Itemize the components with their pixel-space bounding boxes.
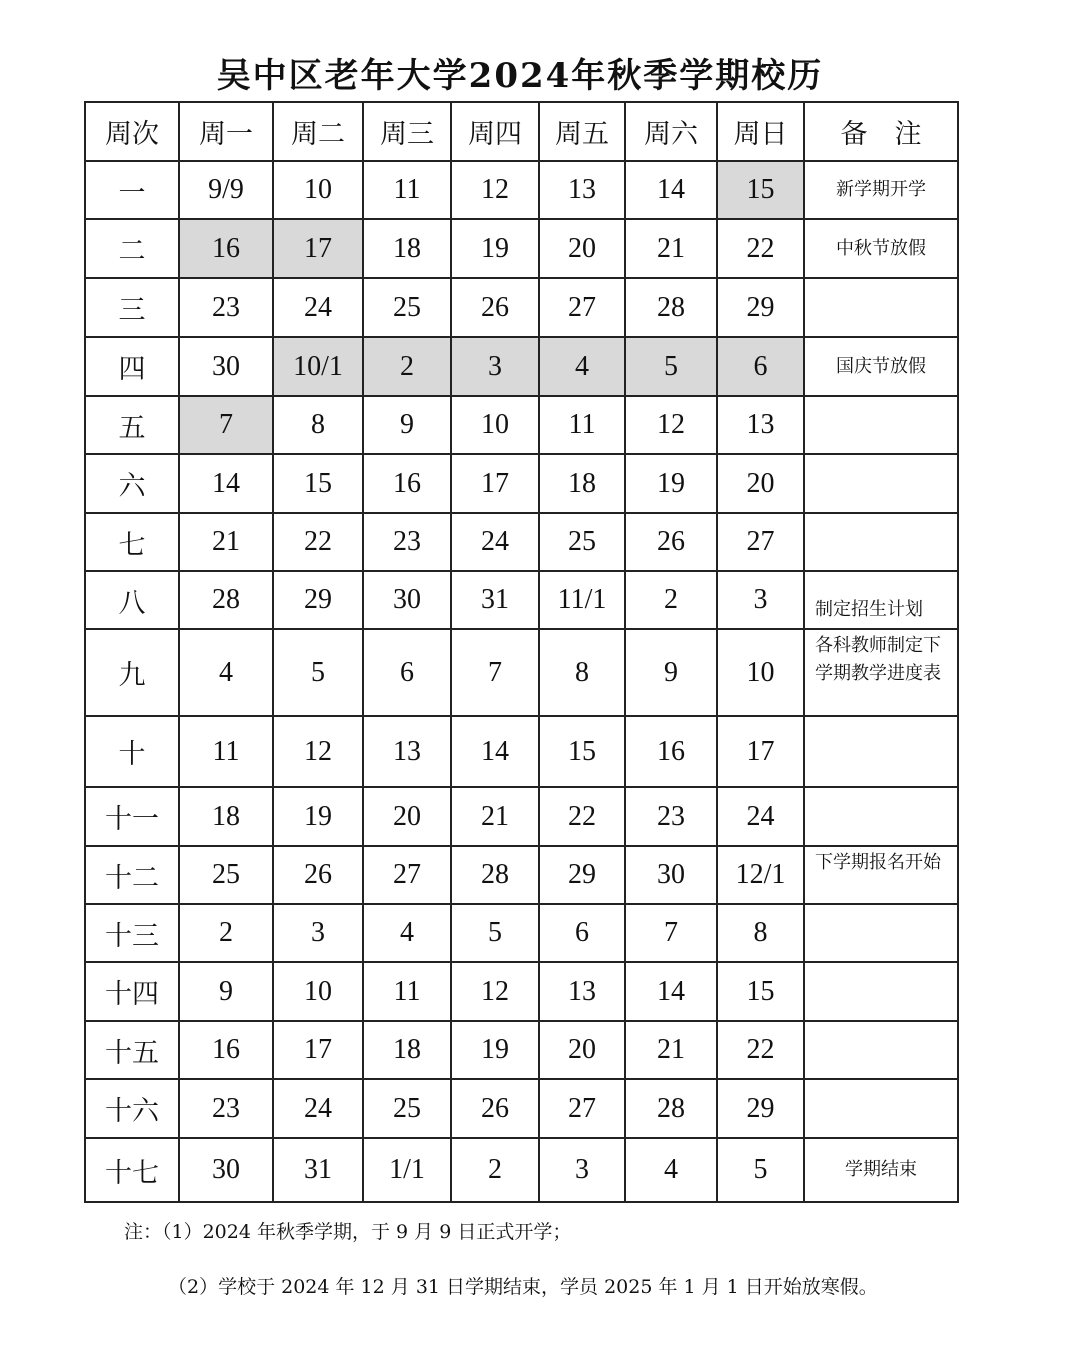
- week-number: 三: [85, 278, 179, 337]
- week-number: 十: [85, 716, 179, 787]
- date-cell: 15: [539, 716, 625, 787]
- date-cell: 14: [625, 161, 717, 219]
- date-cell: 2: [179, 904, 273, 962]
- date-cell: 26: [625, 513, 717, 571]
- date-cell: 7: [451, 629, 539, 716]
- date-cell: 16: [363, 454, 451, 513]
- holiday-date-cell: 10/1: [273, 337, 363, 396]
- week-number: 十二: [85, 846, 179, 904]
- holiday-date-cell: 16: [179, 219, 273, 278]
- date-cell: 11: [363, 962, 451, 1021]
- date-cell: 21: [625, 219, 717, 278]
- table-row: [85, 571, 958, 629]
- date-cell: 21: [625, 1021, 717, 1079]
- date-cell: 4: [179, 629, 273, 716]
- table-row: [85, 962, 958, 1021]
- header-tue: 周二: [273, 102, 363, 161]
- date-cell: 28: [625, 1079, 717, 1138]
- remark-cell: [804, 1021, 958, 1079]
- table-row: [85, 1021, 958, 1079]
- table-row: [85, 787, 958, 846]
- date-cell: 9: [363, 396, 451, 454]
- table-row: [85, 278, 958, 337]
- date-cell: 19: [273, 787, 363, 846]
- week-number: 八: [85, 571, 179, 629]
- date-cell: 17: [273, 1021, 363, 1079]
- date-cell: 21: [451, 787, 539, 846]
- remark-cell: [804, 962, 958, 1021]
- date-cell: 27: [363, 846, 451, 904]
- date-cell: 14: [451, 716, 539, 787]
- date-cell: 12: [451, 161, 539, 219]
- date-cell: 29: [539, 846, 625, 904]
- remark-cell: 新学期开学: [804, 161, 958, 219]
- footnote-2: （2）学校于 2024 年 12 月 31 日学期结束，学员 2025 年 1 月 1 日开始放寒假。: [168, 1276, 878, 1298]
- date-cell: 26: [273, 846, 363, 904]
- date-cell: 22: [717, 1021, 804, 1079]
- header-sat: 周六: [625, 102, 717, 161]
- date-cell: 4: [625, 1138, 717, 1202]
- week-number: 十六: [85, 1079, 179, 1138]
- date-cell: 30: [179, 337, 273, 396]
- holiday-date-cell: 7: [179, 396, 273, 454]
- table-row: [85, 716, 958, 787]
- date-cell: 11: [539, 396, 625, 454]
- date-cell: 17: [451, 454, 539, 513]
- remark-cell: 中秋节放假: [804, 219, 958, 278]
- header-week: 周次: [85, 102, 179, 161]
- date-cell: 10: [451, 396, 539, 454]
- date-cell: 15: [717, 962, 804, 1021]
- week-number: 九: [85, 629, 179, 716]
- holiday-date-cell: 15: [717, 161, 804, 219]
- remark-cell: [804, 454, 958, 513]
- table-row: [85, 1079, 958, 1138]
- page-title: 吴中区老年大学2024年秋季学期校历: [216, 56, 824, 96]
- date-cell: 11: [179, 716, 273, 787]
- date-cell: 23: [363, 513, 451, 571]
- date-cell: 24: [717, 787, 804, 846]
- date-cell: 31: [273, 1138, 363, 1202]
- date-cell: 5: [273, 629, 363, 716]
- week-number: 一: [85, 161, 179, 219]
- date-cell: 19: [451, 1021, 539, 1079]
- date-cell: 16: [625, 716, 717, 787]
- date-cell: 9/9: [179, 161, 273, 219]
- date-cell: 11/1: [539, 571, 625, 629]
- remark-cell: [804, 904, 958, 962]
- date-cell: 20: [539, 219, 625, 278]
- date-cell: 10: [273, 161, 363, 219]
- header-row: [85, 102, 958, 161]
- date-cell: 1/1: [363, 1138, 451, 1202]
- week-number: 六: [85, 454, 179, 513]
- table-row: [85, 629, 958, 716]
- header-notes: 备 注: [804, 102, 958, 161]
- remark-cell: [804, 513, 958, 571]
- week-number: 二: [85, 219, 179, 278]
- date-cell: 18: [539, 454, 625, 513]
- date-cell: 28: [625, 278, 717, 337]
- date-cell: 26: [451, 1079, 539, 1138]
- date-cell: 25: [179, 846, 273, 904]
- header-fri: 周五: [539, 102, 625, 161]
- date-cell: 16: [179, 1021, 273, 1079]
- date-cell: 11: [363, 161, 451, 219]
- date-cell: 10: [273, 962, 363, 1021]
- calendar-table: [84, 101, 959, 1203]
- date-cell: 22: [273, 513, 363, 571]
- date-cell: 8: [717, 904, 804, 962]
- date-cell: 9: [625, 629, 717, 716]
- week-number: 十五: [85, 1021, 179, 1079]
- date-cell: 22: [717, 219, 804, 278]
- table-row: [85, 846, 958, 904]
- remark-cell: 下学期报名开始: [804, 846, 958, 904]
- week-number: 四: [85, 337, 179, 396]
- date-cell: 12: [625, 396, 717, 454]
- date-cell: 6: [363, 629, 451, 716]
- date-cell: 24: [273, 278, 363, 337]
- holiday-date-cell: 2: [363, 337, 451, 396]
- table-row: [85, 396, 958, 454]
- date-cell: 27: [539, 278, 625, 337]
- week-number: 十三: [85, 904, 179, 962]
- date-cell: 13: [539, 962, 625, 1021]
- date-cell: 7: [625, 904, 717, 962]
- header-mon: 周一: [179, 102, 273, 161]
- date-cell: 20: [363, 787, 451, 846]
- date-cell: 23: [179, 278, 273, 337]
- date-cell: 13: [363, 716, 451, 787]
- table-row: [85, 337, 958, 396]
- date-cell: 23: [625, 787, 717, 846]
- remark-cell: 学期结束: [804, 1138, 958, 1202]
- date-cell: 18: [363, 219, 451, 278]
- date-cell: 23: [179, 1079, 273, 1138]
- date-cell: 24: [451, 513, 539, 571]
- date-cell: 5: [451, 904, 539, 962]
- table-row: [85, 513, 958, 571]
- date-cell: 12/1: [717, 846, 804, 904]
- date-cell: 12: [273, 716, 363, 787]
- date-cell: 24: [273, 1079, 363, 1138]
- date-cell: 29: [717, 1079, 804, 1138]
- date-cell: 30: [179, 1138, 273, 1202]
- date-cell: 8: [273, 396, 363, 454]
- holiday-date-cell: 17: [273, 219, 363, 278]
- week-number: 十一: [85, 787, 179, 846]
- week-number: 十七: [85, 1138, 179, 1202]
- date-cell: 9: [179, 962, 273, 1021]
- date-cell: 21: [179, 513, 273, 571]
- date-cell: 25: [539, 513, 625, 571]
- date-cell: 20: [539, 1021, 625, 1079]
- date-cell: 13: [539, 161, 625, 219]
- date-cell: 26: [451, 278, 539, 337]
- holiday-date-cell: 6: [717, 337, 804, 396]
- date-cell: 20: [717, 454, 804, 513]
- date-cell: 18: [363, 1021, 451, 1079]
- date-cell: 5: [717, 1138, 804, 1202]
- date-cell: 18: [179, 787, 273, 846]
- date-cell: 10: [717, 629, 804, 716]
- table-row: [85, 904, 958, 962]
- date-cell: 2: [625, 571, 717, 629]
- date-cell: 25: [363, 1079, 451, 1138]
- calendar-body: [85, 161, 958, 1202]
- date-cell: 30: [363, 571, 451, 629]
- week-number: 五: [85, 396, 179, 454]
- holiday-date-cell: 3: [451, 337, 539, 396]
- date-cell: 31: [451, 571, 539, 629]
- date-cell: 12: [451, 962, 539, 1021]
- table-row: [85, 454, 958, 513]
- remark-cell: [804, 787, 958, 846]
- remark-cell: [804, 278, 958, 337]
- date-cell: 19: [451, 219, 539, 278]
- remark-cell: [804, 1079, 958, 1138]
- date-cell: 8: [539, 629, 625, 716]
- date-cell: 2: [451, 1138, 539, 1202]
- date-cell: 19: [625, 454, 717, 513]
- header-sun: 周日: [717, 102, 804, 161]
- date-cell: 3: [273, 904, 363, 962]
- date-cell: 29: [717, 278, 804, 337]
- date-cell: 14: [179, 454, 273, 513]
- date-cell: 27: [717, 513, 804, 571]
- date-cell: 28: [451, 846, 539, 904]
- table-row: [85, 1138, 958, 1202]
- remark-cell: [804, 716, 958, 787]
- date-cell: 22: [539, 787, 625, 846]
- date-cell: 30: [625, 846, 717, 904]
- remark-cell: 国庆节放假: [804, 337, 958, 396]
- date-cell: 28: [179, 571, 273, 629]
- remark-cell: [804, 396, 958, 454]
- footnote-1: 注：（1）2024 年秋季学期，于 9 月 9 日正式开学；: [124, 1221, 572, 1243]
- date-cell: 25: [363, 278, 451, 337]
- date-cell: 29: [273, 571, 363, 629]
- date-cell: 3: [539, 1138, 625, 1202]
- week-number: 十四: [85, 962, 179, 1021]
- table-row: [85, 161, 958, 219]
- remark-cell: 制定招生计划: [804, 571, 958, 629]
- date-cell: 4: [363, 904, 451, 962]
- date-cell: 13: [717, 396, 804, 454]
- header-wed: 周三: [363, 102, 451, 161]
- date-cell: 27: [539, 1079, 625, 1138]
- holiday-date-cell: 5: [625, 337, 717, 396]
- date-cell: 6: [539, 904, 625, 962]
- remark-cell: 各科教师制定下学期教学进度表: [804, 629, 958, 716]
- date-cell: 14: [625, 962, 717, 1021]
- date-cell: 17: [717, 716, 804, 787]
- date-cell: 15: [273, 454, 363, 513]
- week-number: 七: [85, 513, 179, 571]
- holiday-date-cell: 4: [539, 337, 625, 396]
- date-cell: 3: [717, 571, 804, 629]
- table-row: [85, 219, 958, 278]
- header-thu: 周四: [451, 102, 539, 161]
